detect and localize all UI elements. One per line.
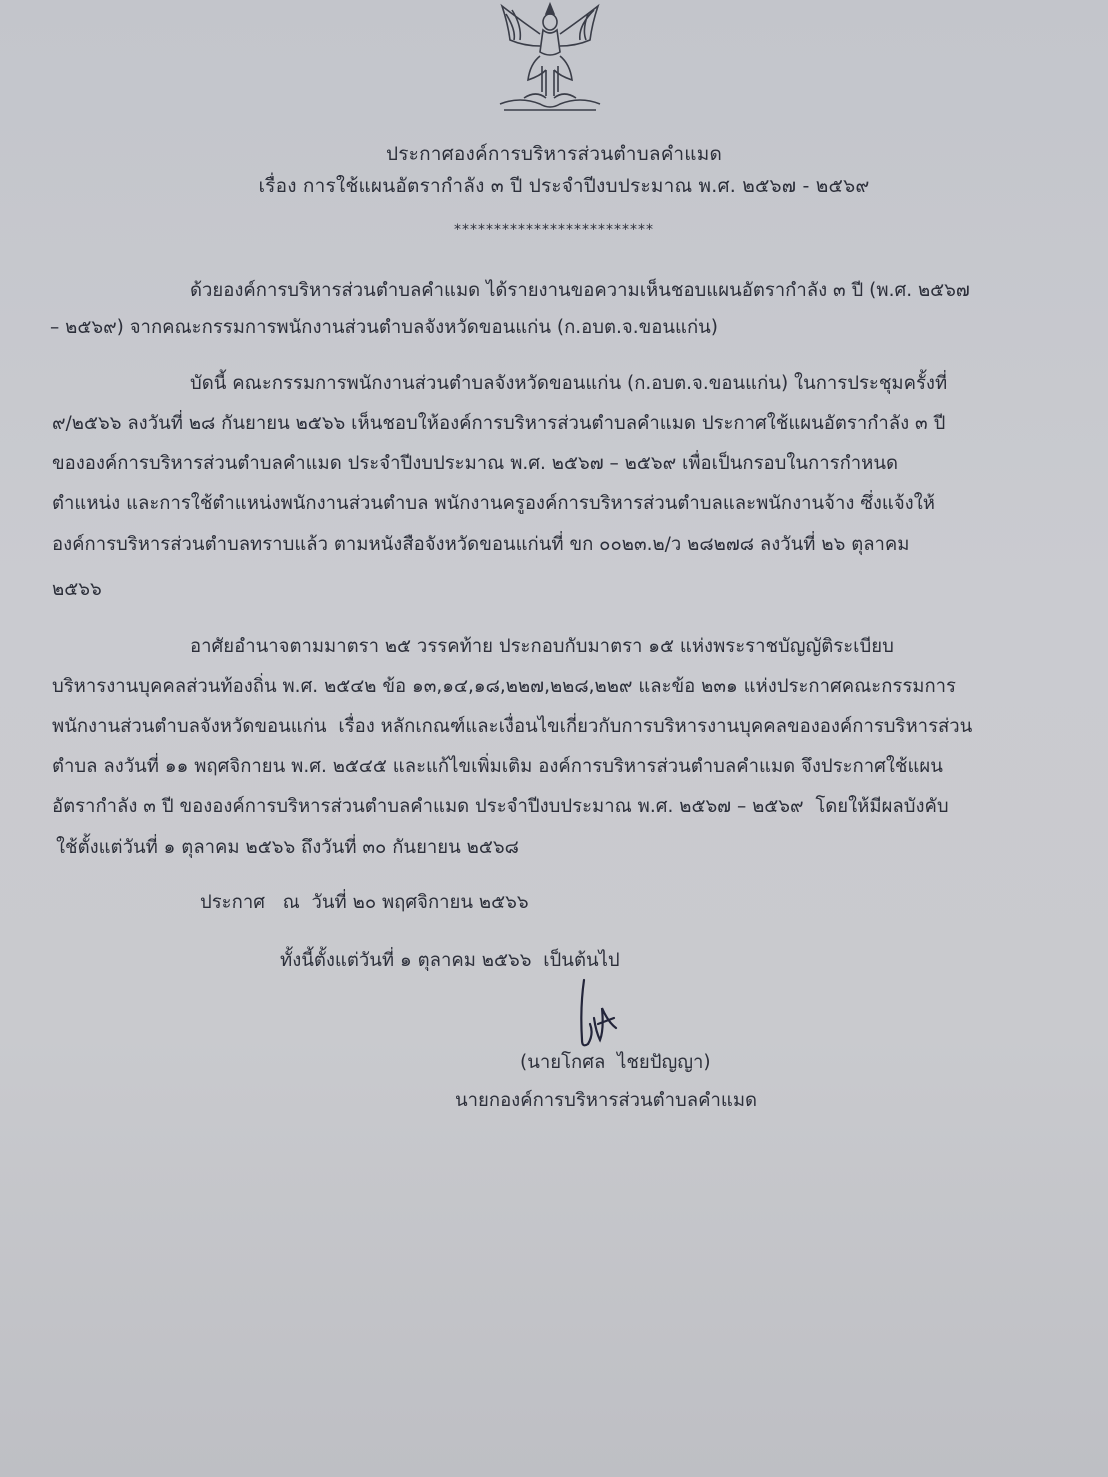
paragraph-3-line-1: อาศัยอำนาจตามมาตรา ๒๕ วรรคท้าย ประกอบกับมาตรา ๑๕ แห่งพระราชบัญญัติระเบียบ xyxy=(190,636,894,657)
paragraph-3-line-2: บริหารงานบุคคลส่วนท้องถิ่น พ.ศ. ๒๕๔๒ ข้อ ๑๓,๑๔,๑๘,๒๒๗,๒๒๘,๒๒๙ และข้อ ๒๓๑ แห่งประกาศคณะกรรมการ xyxy=(52,676,956,697)
paragraph-1-line-2: – ๒๕๖๙) จากคณะกรรมการพนักงานส่วนตำบลจังหวัดขอนแก่น (ก.อบต.จ.ขอนแก่น) xyxy=(50,317,719,338)
announcement-date: ประกาศ ณ วันที่ ๒๐ พฤศจิกายน ๒๕๖๖ xyxy=(200,892,529,913)
paragraph-3-line-4: ตำบล ลงวันที่ ๑๑ พฤศจิกายน พ.ศ. ๒๕๔๕ และแก้ไขเพิ่มเติม องค์การบริหารส่วนตำบลคำแมด จึงประกาศใช้แผน xyxy=(52,756,943,777)
garuda-emblem-icon xyxy=(490,0,610,118)
paragraph-2-line-6: ๒๕๖๖ xyxy=(52,579,102,600)
paragraph-2-line-1: บัดนี้ คณะกรรมการพนักงานส่วนตำบลจังหวัดขอนแก่น (ก.อบต.จ.ขอนแก่น) ในการประชุมครั้งที่ xyxy=(190,373,948,394)
effective-date: ทั้งนี้ตั้งแต่วันที่ ๑ ตุลาคม ๒๕๖๖ เป็นต้นไป xyxy=(280,950,620,971)
paragraph-2-line-5: องค์การบริหารส่วนตำบลทราบแล้ว ตามหนังสือจังหวัดขอนแก่นที่ ขก ๐๐๒๓.๒/ว ๒๘๒๗๘ ลงวันที่ ๒๖ ตุลาคม xyxy=(52,534,910,555)
signature-icon xyxy=(560,978,640,1056)
paragraph-2-line-3: ขององค์การบริหารส่วนตำบลคำแมด ประจำปีงบประมาณ พ.ศ. ๒๕๖๗ – ๒๕๖๙ เพื่อเป็นกรอบในการกำหนด xyxy=(52,453,899,474)
announcement-title: ประกาศองค์การบริหารส่วนตำบลคำแมด xyxy=(386,143,722,165)
signer-position: นายกองค์การบริหารส่วนตำบลคำแมด xyxy=(455,1090,758,1111)
paragraph-2-line-4: ตำแหน่ง และการใช้ตำแหน่งพนักงานส่วนตำบล พนักงานครูองค์การบริหารส่วนตำบลและพนักงานจ้าง ซึ่งแจ้งให้ xyxy=(52,493,935,514)
paragraph-1-line-1: ด้วยองค์การบริหารส่วนตำบลคำแมด ได้รายงานขอความเห็นชอบแผนอัตรากำลัง ๓ ปี (พ.ศ. ๒๕๖๗ xyxy=(190,280,970,301)
announcement-subject: เรื่อง การใช้แผนอัตรากำลัง ๓ ปี ประจำปีงบประมาณ พ.ศ. ๒๕๖๗ - ๒๕๖๙ xyxy=(258,175,870,197)
paragraph-3-line-6: ใช้ตั้งแต่วันที่ ๑ ตุลาคม ๒๕๖๖ ถึงวันที่ ๓๐ กันยายน ๒๕๖๘ xyxy=(56,837,519,858)
paragraph-3-line-5: อัตรากำลัง ๓ ปี ขององค์การบริหารส่วนตำบลคำแมด ประจำปีงบประมาณ พ.ศ. ๒๕๖๗ – ๒๕๖๙ โดยให้มีผลบังคับ xyxy=(52,796,949,817)
separator-line: ************************* xyxy=(454,222,654,238)
signer-name: (นายโกศล ไชยปัญญา) xyxy=(520,1052,711,1073)
paragraph-2-line-2: ๙/๒๕๖๖ ลงวันที่ ๒๘ กันยายน ๒๕๖๖ เห็นชอบให้องค์การบริหารส่วนตำบลคำแมด ประกาศใช้แผนอัตรากำลัง ๓ ปี xyxy=(52,413,946,434)
paragraph-3-line-3: พนักงานส่วนตำบลจังหวัดขอนแก่น เรื่อง หลักเกณฑ์และเงื่อนไขเกี่ยวกับการบริหารงานบุคคลขององค์การบริหารส่วน xyxy=(52,716,973,737)
